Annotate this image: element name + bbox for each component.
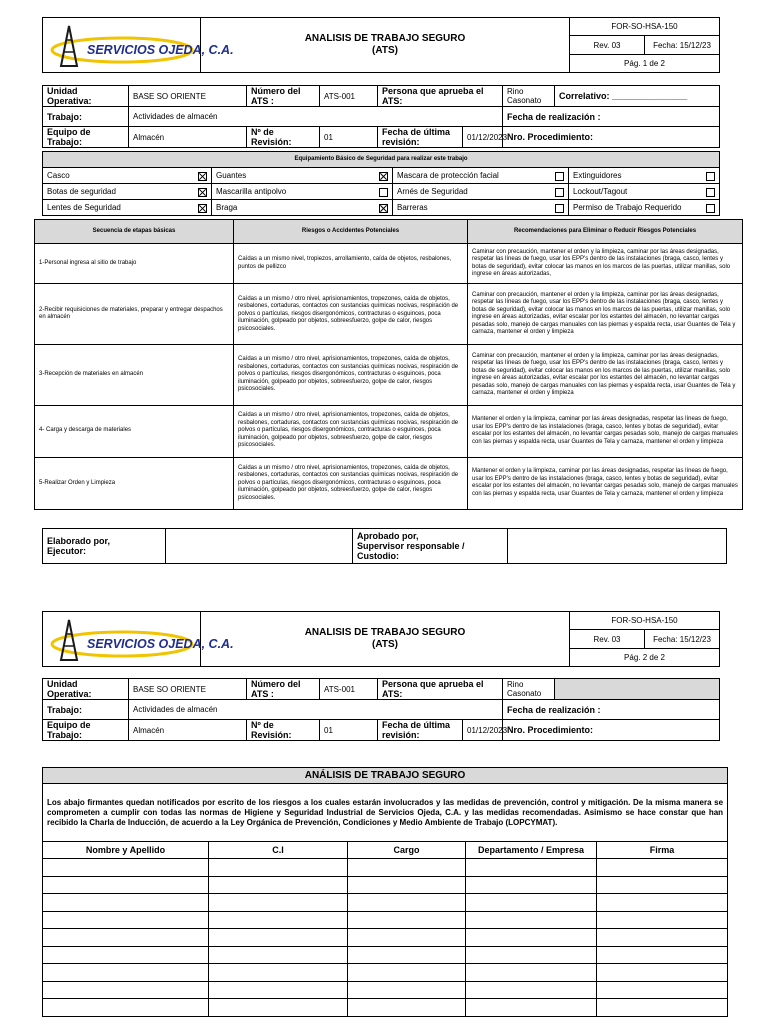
attendance-cell[interactable] <box>348 946 466 964</box>
step-rec: Mantener el orden y la limpieza, caminar por las áreas designadas, respetar las líneas de fuego, usar los EPP's dentro de las instalaciones (braga, casco, lentes y botas de seguridad), evitar escalar por los estantes del almacén, no levantar cargas pesadas solo, manejo de cargas manuales con las piernas y espalda recta, usar Guantes de Tela y carnaza, mantener el orden y limpieza <box>468 405 743 457</box>
table-row <box>43 859 728 877</box>
ppe-label: Lentes de Seguridad <box>47 202 121 212</box>
form-code: FOR-SO-HSA-150 <box>570 18 720 36</box>
table-row <box>35 457 743 509</box>
step-rec: Caminar con precaución, mantener el orden y la limpieza, caminar por las áreas designadas, respetar las líneas de fuego, usar los EPP's dentro de las instalaciones (braga, casco, lentes y botas de seguridad), evitar colocar las manos en los marcos de las puertas, utilizar manillas, solo ingrese en áreas autorizadas, evitar escalar por los estantes del almacén, no levantar cargas pesadas solo, manejo de cargas manuales con las piernas y espalda recta, usar Guantes de Tela y carnaza, mantener el orden y limpieza <box>468 345 743 405</box>
attendance-cell[interactable] <box>466 964 597 982</box>
aprobado-label: Aprobado por, Supervisor responsable / Custodio: <box>353 529 508 564</box>
step-step: 5-Realizar Orden y Limpieza <box>35 457 234 509</box>
ppe-item <box>212 200 393 216</box>
checkbox-empty-icon[interactable] <box>555 172 564 181</box>
attendance-cell[interactable] <box>466 876 597 894</box>
form-code: FOR-SO-HSA-150 <box>570 612 720 630</box>
checkbox-checked-icon[interactable] <box>379 172 388 181</box>
checkbox-empty-icon[interactable] <box>379 188 388 197</box>
step-risk: Caídas a un mismo / otro nivel, aprisionamientos, tropezones, caída de objetos, resbalones, cortaduras, contactos con sustancias químicas nocivas, respiración de polvos o partículas, riesgos disergonómicos, contracturas o esguinces, poca iluminación, golpeado por objetos, sobreesfuerzo, golpe de calor, riesgos psicosociales. <box>234 457 468 509</box>
notification-paragraph: Los abajo firmantes quedan notificados por escrito de los riesgos a los cuales estarán involucrados y las medidas de prevención, control y mitigación. De la misma manera se comprometen a cumplir con todas las normas de Higiene y Seguridad Industrial de Servicios Ojeda, C.A. y las medidas recomendadas. Asimismo se hace constar que han recibido la Charla de Inducción, de acuerdo a la Ley Orgánica de Prevención, Condiciones y Medio Ambiente de Trabajo (LOPCYMAT). <box>43 784 728 842</box>
ppe-item <box>393 184 569 200</box>
revision-value: 01 <box>320 127 378 148</box>
svg-text:SERVICIOS OJEDA, C.A.: SERVICIOS OJEDA, C.A. <box>86 43 234 57</box>
attendance-cell[interactable] <box>43 911 209 929</box>
step-rec: Caminar con precaución, mantener el orden y la limpieza, caminar por las áreas designadas, respetar las líneas de fuego, usar los EPP's dentro de las instalaciones (braga, casco, lentes y botas de seguridad), evitar colocar las manos en los marcos de las puertas, utilizar manillas, solo ingrese en áreas autorizadas, <box>468 244 743 284</box>
table-row <box>43 981 728 999</box>
ppe-label: Extinguidores <box>573 170 622 180</box>
step-risk: Caídas a un mismo / otro nivel, aprisionamientos, tropezones, caída de objetos, resbalones, cortaduras, contactos con sustancias químicas nocivas, respiración de polvos o partículas, riesgos disergonómicos, contracturas o esguinces, poca iluminación, golpeado por objetos, sobreesfuerzo, golpe de calor, riesgos psicosociales. <box>234 284 468 345</box>
ppe-item <box>43 200 212 216</box>
attendance-cell[interactable] <box>209 999 348 1017</box>
attendance-column-header: Firma <box>597 842 728 859</box>
ultima-revision-value: 01/12/2023 <box>463 127 503 148</box>
attendance-cell[interactable] <box>43 876 209 894</box>
ppe-item <box>569 184 720 200</box>
table-row <box>43 999 728 1017</box>
page-number: Pág. 1 de 2 <box>570 55 720 73</box>
table-row <box>43 911 728 929</box>
attendance-cell[interactable] <box>348 999 466 1017</box>
ppe-item <box>212 168 393 184</box>
ppe-label: Botas de seguridad <box>47 186 116 196</box>
checkbox-checked-icon[interactable] <box>198 188 207 197</box>
ppe-item <box>43 168 212 184</box>
attendance-cell[interactable] <box>597 894 728 912</box>
attendance-cell[interactable] <box>597 859 728 877</box>
table-row <box>43 946 728 964</box>
ppe-label: Braga <box>216 202 238 212</box>
aprobado-sign-field[interactable] <box>508 529 727 564</box>
attendance-cell[interactable] <box>43 894 209 912</box>
step-step: 2-Recibir requisiciones de materiales, preparar y entregar despachos en almacén <box>35 284 234 345</box>
document-title: ANALISIS DE TRABAJO SEGURO (ATS) <box>201 18 570 73</box>
revision-value: 01 <box>320 720 378 741</box>
ppe-label: Barreras <box>397 202 428 212</box>
ppe-item <box>212 184 393 200</box>
ppe-label: Permiso de Trabajo Requerido <box>573 202 682 212</box>
attendance-cell[interactable] <box>466 981 597 999</box>
document-title: ANALISIS DE TRABAJO SEGURO (ATS) <box>201 612 570 667</box>
attendance-cell[interactable] <box>209 911 348 929</box>
attendance-cell[interactable] <box>209 964 348 982</box>
attendance-cell[interactable] <box>466 894 597 912</box>
page1-info: Unidad Operativa: BASE SO ORIENTE Número del ATS : ATS-001 Persona que aprueba el ATS: Rino Casonato Correlativo: _______________ Trabajo: Actividades de almacén Fecha de realización : Equipo de Trabajo: Almacén Nº de Revisión: 01 Fecha de última revisión: 01/12/2023 Nro. Procedimiento: <box>42 85 720 148</box>
elaborado-sign-field[interactable] <box>166 529 353 564</box>
checkbox-checked-icon[interactable] <box>198 172 207 181</box>
table-row <box>35 345 743 405</box>
attendance-cell[interactable] <box>466 859 597 877</box>
step-risk: Caídas a un mismo nivel, tropiezos, arrollamiento, caída de objetos, resbalones, puntos de pellizco <box>234 244 468 284</box>
checkbox-empty-icon[interactable] <box>706 188 715 197</box>
attendance-cell[interactable] <box>209 876 348 894</box>
attendance-cell[interactable] <box>597 964 728 982</box>
step-rec: Caminar con precaución, mantener el orden y la limpieza, caminar por las áreas designadas, respetar las líneas de fuego, usar los EPP's dentro de las instalaciones (braga, casco, lentes y botas de seguridad), evitar colocar las manos en los marcos de las puertas, utilizar manillas, solo ingrese en áreas autorizadas, evitar escalar por los estantes del almacén, no levantar cargas pesadas solo, manejo de cargas manuales con las piernas y espalda recta, usar Guantes de Tela y carnaza, mantener el orden y limpieza <box>468 284 743 345</box>
attendance-cell[interactable] <box>209 894 348 912</box>
revision-number: Rev. 03 <box>570 630 645 649</box>
attendance-cell[interactable] <box>466 946 597 964</box>
checkbox-empty-icon[interactable] <box>706 204 715 213</box>
equipo-trabajo-value: Almacén <box>129 127 247 148</box>
step-step: 3-Recepción de materiales en almacén <box>35 345 234 405</box>
attendance-cell[interactable] <box>43 859 209 877</box>
table-row <box>43 929 728 947</box>
ppe-item <box>393 200 569 216</box>
oil-derrick-logo-icon <box>47 22 234 68</box>
attendance-cell[interactable] <box>209 946 348 964</box>
attendance-cell[interactable] <box>466 929 597 947</box>
unidad-operativa-value: BASE SO ORIENTE <box>129 679 247 700</box>
page1-header <box>42 17 720 73</box>
step-risk: Caídas a un mismo / otro nivel, aprisionamientos, tropezones, caída de objetos, resbalones, cortaduras, contactos con sustancias químicas nocivas, respiración de polvos o partículas, riesgos disergonómicos, contracturas o esguinces, poca iluminación, golpeado por objetos, sobreesfuerzo, golpe de calor, riesgos psicosociales. <box>234 405 468 457</box>
trabajo-value: Actividades de almacén <box>129 700 503 720</box>
oil-derrick-logo-icon <box>47 616 234 662</box>
attendance-column-header: Cargo <box>348 842 466 859</box>
steps-table <box>34 219 743 510</box>
revision-date: Fecha: 15/12/23 <box>645 36 720 55</box>
ultima-revision-value: 01/12/2023 <box>463 720 503 741</box>
ppe-title: Equipamiento Básico de Seguridad para realizar este trabajo <box>43 152 720 168</box>
attendance-cell[interactable] <box>597 876 728 894</box>
svg-text:SERVICIOS OJEDA, C.A.: SERVICIOS OJEDA, C.A. <box>86 637 234 651</box>
attendance-column-header: Departamento / Empresa <box>466 842 597 859</box>
attendance-cell[interactable] <box>597 981 728 999</box>
ppe-label: Lockout/Tagout <box>573 186 628 196</box>
table-row <box>43 894 728 912</box>
ppe-label: Mascara de protección facial <box>397 170 499 180</box>
table-row <box>35 405 743 457</box>
numero-ats-value: ATS-001 <box>320 86 378 107</box>
col-recomendaciones: Recomendaciones para Eliminar o Reducir Riesgos Potenciales <box>468 220 743 244</box>
attendance-cell[interactable] <box>209 859 348 877</box>
attendance-cell[interactable] <box>466 911 597 929</box>
signoff-table <box>42 528 727 564</box>
attendance-cell[interactable] <box>348 859 466 877</box>
page2-info: Unidad Operativa: BASE SO ORIENTE Número del ATS : ATS-001 Persona que aprueba el ATS: Rino Casonato Trabajo: Actividades de almacén Fecha de realización : Equipo de Trabajo: Almacén Nº de Revisión: 01 Fecha de última revisión: 01/12/2023 Nro. Procedimiento: <box>42 678 720 741</box>
attendance-table <box>42 767 728 1017</box>
table-row <box>43 876 728 894</box>
correlativo-label: Correlativo: _______________ <box>555 86 720 107</box>
checkbox-checked-icon[interactable] <box>198 204 207 213</box>
revision-date: Fecha: 15/12/23 <box>645 630 720 649</box>
attendance-cell[interactable] <box>466 999 597 1017</box>
checkbox-empty-icon[interactable] <box>706 172 715 181</box>
table-row <box>35 244 743 284</box>
attendance-cell[interactable] <box>597 911 728 929</box>
attendance-cell[interactable] <box>43 929 209 947</box>
trabajo-value: Actividades de almacén <box>129 107 503 127</box>
attendance-column-header: Nombre y Apellido <box>43 842 209 859</box>
persona-aprueba-value: Rino Casonato <box>503 86 555 107</box>
col-secuencia: Secuencia de etapas básicas <box>35 220 234 244</box>
ppe-label: Mascarilla antipolvo <box>216 186 287 196</box>
attendance-cell[interactable] <box>597 946 728 964</box>
attendance-cell[interactable] <box>43 964 209 982</box>
elaborado-label: Elaborado por, Ejecutor: <box>43 529 166 564</box>
attendance-cell[interactable] <box>348 876 466 894</box>
attendance-column-header: C.I <box>209 842 348 859</box>
company-logo <box>43 612 234 667</box>
persona-aprueba-value: Rino Casonato <box>503 679 555 700</box>
attendance-cell[interactable] <box>43 981 209 999</box>
table-row <box>43 964 728 982</box>
checkbox-checked-icon[interactable] <box>379 204 388 213</box>
section-title: ANÁLISIS DE TRABAJO SEGURO <box>43 768 728 784</box>
attendance-cell[interactable] <box>348 981 466 999</box>
ppe-label: Arnés de Seguridad <box>397 186 468 196</box>
attendance-cell[interactable] <box>348 911 466 929</box>
ppe-item <box>569 200 720 216</box>
unidad-operativa-value: BASE SO ORIENTE <box>129 86 247 107</box>
step-rec: Mantener el orden y la limpieza, caminar por las áreas designadas, respetar las líneas de fuego, usar los EPP's dentro de las instalaciones (braga, casco, lentes y botas de seguridad), evitar escalar por los estantes del almacén, no levantar cargas pesadas solo, manejo de cargas manuales con las piernas y espalda recta, usar Guantes de Tela y carnaza, mantener el orden y limpieza <box>468 457 743 509</box>
page-number: Pág. 2 de 2 <box>570 649 720 667</box>
step-step: 4- Carga y descarga de materiales <box>35 405 234 457</box>
step-step: 1-Personal ingresa al sitio de trabajo <box>35 244 234 284</box>
checkbox-empty-icon[interactable] <box>555 188 564 197</box>
equipo-trabajo-value: Almacén <box>129 720 247 741</box>
ppe-item <box>393 168 569 184</box>
attendance-cell[interactable] <box>597 929 728 947</box>
attendance-cell[interactable] <box>43 999 209 1017</box>
attendance-cell[interactable] <box>597 999 728 1017</box>
numero-ats-value: ATS-001 <box>320 679 378 700</box>
attendance-cell[interactable] <box>348 964 466 982</box>
ppe-item <box>43 184 212 200</box>
attendance-cell[interactable] <box>348 894 466 912</box>
attendance-cell[interactable] <box>348 929 466 947</box>
page2-header <box>42 611 720 667</box>
step-risk: Caídas a un mismo / otro nivel, aprisionamientos, tropezones, caída de objetos, resbalones, cortaduras, contactos con sustancias químicas nocivas, respiración de polvos o partículas, riesgos disergonómicos, contracturas o esguinces, poca iluminación, golpeado por objetos, sobreesfuerzo, golpe de calor, riesgos psicosociales. <box>234 345 468 405</box>
attendance-cell[interactable] <box>43 946 209 964</box>
ppe-label: Guantes <box>216 170 247 180</box>
revision-number: Rev. 03 <box>570 36 645 55</box>
ppe-label: Casco <box>47 170 70 180</box>
ppe-item <box>569 168 720 184</box>
ppe-table <box>42 151 720 216</box>
table-row <box>35 284 743 345</box>
checkbox-empty-icon[interactable] <box>555 204 564 213</box>
attendance-cell[interactable] <box>209 981 348 999</box>
company-logo <box>43 18 234 73</box>
col-riesgos: Riesgos o Accidentes Potenciales <box>234 220 468 244</box>
attendance-cell[interactable] <box>209 929 348 947</box>
